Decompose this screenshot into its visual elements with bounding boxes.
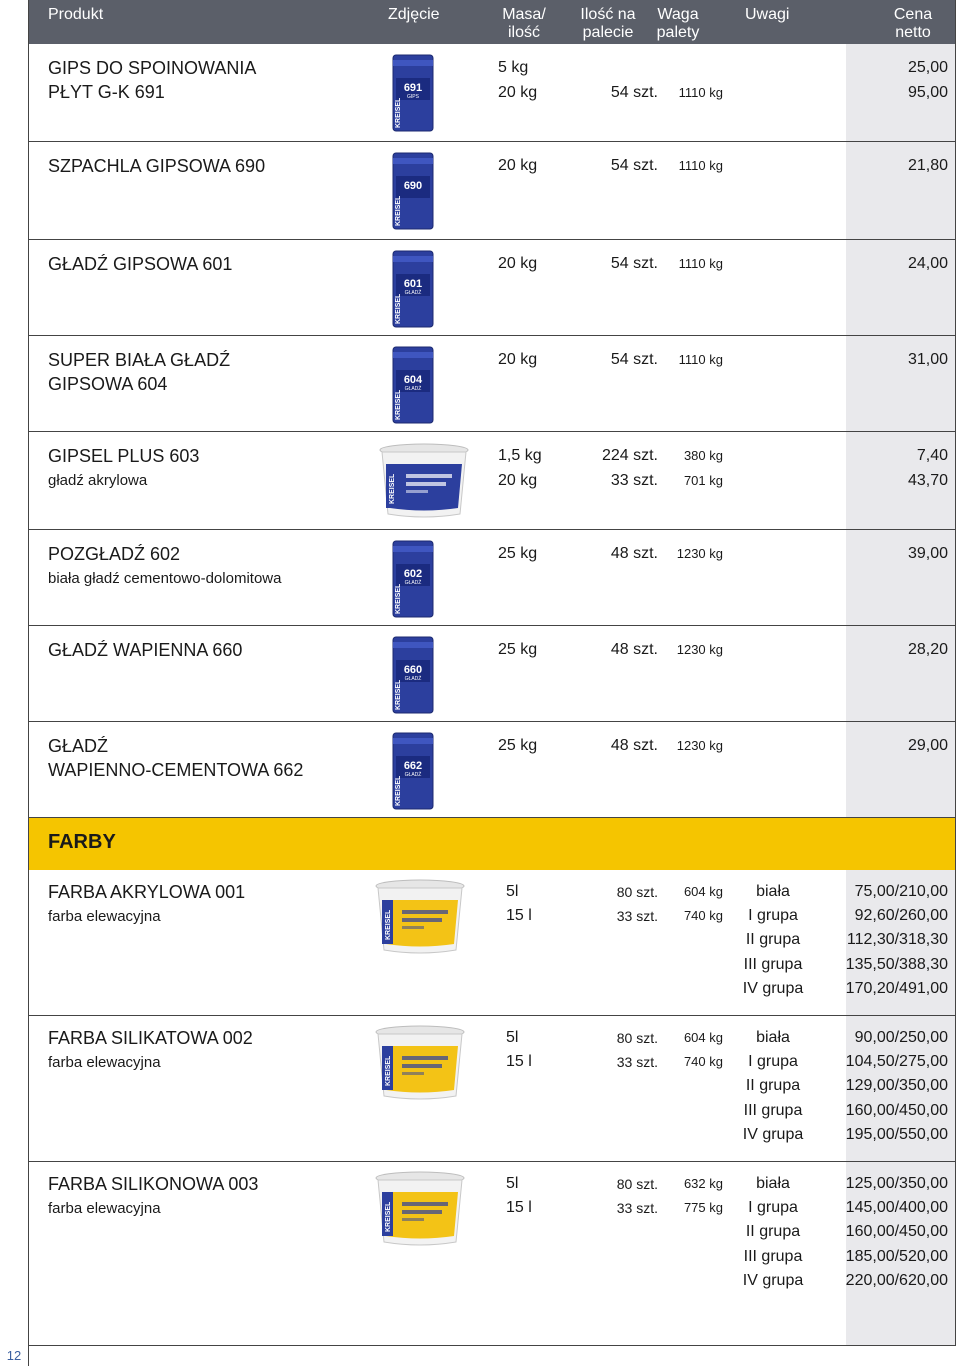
- paint-name: FARBA SILIKATOWA 002: [48, 1028, 253, 1048]
- svg-text:602: 602: [403, 568, 423, 580]
- pallet-qty-value: 33 szt.: [616, 1200, 658, 1217]
- svg-text:GŁADŹ: GŁADŹ: [404, 386, 422, 392]
- svg-text:690: 690: [403, 180, 423, 192]
- header-ilosc-line2: palecie: [582, 24, 634, 41]
- product-name: GŁADŹ: [48, 736, 109, 756]
- price-value: 43,70: [907, 472, 948, 489]
- table-row: [28, 722, 956, 818]
- table-row: [28, 530, 956, 626]
- header-masa: [494, 6, 554, 42]
- paint-name: FARBA SILIKONOWA 003: [48, 1174, 259, 1194]
- masa-value: 25 kg: [498, 545, 538, 562]
- product-bucket-image: [372, 878, 468, 956]
- product-name-line2: GIPSOWA 604: [48, 374, 168, 394]
- price-value: 145,00/400,00: [845, 1199, 948, 1217]
- masa-value: 5l: [506, 1175, 519, 1192]
- header-produkt: Produkt: [48, 6, 104, 23]
- svg-text:KREISEL: KREISEL: [385, 1055, 392, 1086]
- price-value: 31,00: [907, 351, 948, 368]
- product-bucket-image: [376, 442, 472, 520]
- svg-text:604: 604: [403, 374, 423, 386]
- product-name-line2: PŁYT G-K 691: [48, 82, 165, 102]
- pallet-weight-value: 775 kg: [683, 1200, 723, 1216]
- product-subtitle: biała gładź cementowo-dolomitowa: [48, 570, 282, 587]
- price-value: 160,00/450,00: [845, 1101, 948, 1119]
- pallet-weight-value: 1230 kg: [676, 546, 723, 561]
- product-name: POZGŁADŹ 602: [48, 544, 181, 564]
- paint-group-label: I grupa: [748, 1199, 798, 1217]
- pallet-qty-value: 54 szt.: [610, 351, 658, 368]
- pallet-weight-value: 1110 kg: [678, 256, 723, 271]
- paint-subtitle: farba elewacyjna: [48, 1200, 161, 1217]
- masa-value: 25 kg: [498, 737, 538, 754]
- pallet-qty-value: 80 szt.: [616, 884, 658, 900]
- svg-text:KREISEL: KREISEL: [395, 583, 402, 614]
- price-value: 220,00/620,00: [845, 1271, 948, 1289]
- svg-text:GŁADŹ: GŁADŹ: [404, 772, 422, 778]
- pallet-qty-value: 80 szt.: [616, 1030, 658, 1046]
- product-name: GIPS DO SPOINOWANIA: [48, 58, 257, 78]
- pallet-weight-value: 1230 kg: [676, 738, 723, 753]
- table-right-border: [955, 0, 956, 1346]
- svg-text:GŁADŹ: GŁADŹ: [404, 676, 422, 682]
- header-waga-line1: Waga: [657, 6, 699, 23]
- masa-value: 5l: [506, 883, 519, 900]
- pallet-qty-value: 33 szt.: [616, 908, 658, 925]
- paint-row: [28, 870, 956, 1016]
- pallet-qty-value: 80 szt.: [616, 1176, 658, 1192]
- price-value: 75,00/210,00: [854, 883, 948, 900]
- price-value: 104,50/275,00: [845, 1053, 948, 1071]
- svg-text:GŁADŹ: GŁADŹ: [404, 290, 422, 296]
- paint-row: [28, 1162, 956, 1346]
- masa-value: 20 kg: [498, 472, 538, 489]
- product-bag-image: [392, 152, 434, 230]
- paint-subtitle: farba elewacyjna: [48, 1054, 161, 1071]
- header-waga: [653, 6, 703, 42]
- svg-text:KREISEL: KREISEL: [385, 1201, 392, 1232]
- pallet-weight-value: 1230 kg: [676, 642, 723, 657]
- price-value: 24,00: [907, 255, 948, 272]
- paint-group-label: I grupa: [748, 907, 798, 925]
- price-value: 170,20/491,00: [845, 979, 948, 997]
- masa-value: 15 l: [506, 907, 532, 925]
- svg-text:KREISEL: KREISEL: [395, 775, 402, 806]
- pallet-qty-value: 48 szt.: [610, 545, 658, 562]
- price-value: 7,40: [916, 447, 948, 464]
- table-row: [28, 44, 956, 142]
- header-uwagi: Uwagi: [745, 6, 790, 23]
- masa-value: 1,5 kg: [498, 447, 542, 464]
- paint-group-label: III grupa: [743, 1101, 803, 1119]
- paint-group-label: I grupa: [748, 1053, 798, 1071]
- pallet-qty-value: 54 szt.: [610, 157, 658, 174]
- svg-text:KREISEL: KREISEL: [395, 293, 402, 324]
- price-value: 25,00: [907, 59, 948, 76]
- header-cena-line1: Cena: [893, 6, 933, 23]
- paint-group-label: IV grupa: [742, 1271, 804, 1289]
- paint-group-label: II grupa: [745, 1223, 801, 1241]
- product-name-line2: WAPIENNO-CEMENTOWA 662: [48, 760, 304, 780]
- product-name: GŁADŹ GIPSOWA 601: [48, 254, 233, 274]
- paint-group-label: biała: [756, 883, 790, 900]
- header-masa-line1: Masa/: [502, 6, 546, 23]
- paint-group-label: IV grupa: [742, 1125, 804, 1143]
- svg-text:660: 660: [403, 664, 423, 676]
- masa-value: 20 kg: [498, 84, 538, 101]
- svg-text:691: 691: [403, 82, 423, 94]
- paint-group-label: biała: [756, 1175, 790, 1192]
- product-bag-image: [392, 346, 434, 424]
- masa-value: 5l: [506, 1029, 519, 1046]
- pallet-qty-value: 33 szt.: [616, 1054, 658, 1071]
- table-row: [28, 142, 956, 240]
- pallet-weight-value: 604 kg: [683, 884, 723, 899]
- paint-group-label: III grupa: [743, 955, 803, 973]
- product-bag-image: [392, 54, 434, 132]
- price-value: 28,20: [907, 641, 948, 658]
- pallet-weight-value: 380 kg: [683, 448, 723, 463]
- paint-group-label: III grupa: [743, 1247, 803, 1265]
- table-row: [28, 240, 956, 336]
- header-cena: [878, 6, 948, 42]
- pallet-qty-value: 224 szt.: [601, 447, 658, 464]
- pallet-weight-value: 740 kg: [683, 908, 723, 924]
- pallet-weight-value: 632 kg: [683, 1176, 723, 1191]
- header-zdjecie: Zdjęcie: [388, 6, 440, 23]
- svg-text:KREISEL: KREISEL: [385, 909, 392, 940]
- masa-value: 20 kg: [498, 255, 538, 272]
- pallet-weight-value: 1110 kg: [678, 85, 723, 100]
- pallet-qty-value: 54 szt.: [610, 255, 658, 272]
- svg-text:KREISEL: KREISEL: [395, 97, 402, 128]
- price-value: 95,00: [907, 84, 948, 101]
- product-bag-image: [392, 636, 434, 714]
- paint-group-label: IV grupa: [742, 979, 804, 997]
- masa-value: 15 l: [506, 1053, 532, 1071]
- product-name: SUPER BIAŁA GŁADŹ: [48, 350, 231, 370]
- pallet-weight-value: 701 kg: [683, 473, 723, 488]
- pallet-weight-value: 1110 kg: [678, 158, 723, 173]
- header-ilosc-line1: Ilość na: [580, 6, 636, 23]
- price-value: 129,00/350,00: [845, 1077, 948, 1095]
- header-cena-line2: netto: [895, 24, 931, 41]
- product-bag-image: [392, 540, 434, 618]
- table-left-border: [28, 0, 29, 1346]
- masa-value: 15 l: [506, 1199, 532, 1217]
- paint-group-label: II grupa: [745, 1077, 801, 1095]
- paint-subtitle: farba elewacyjna: [48, 908, 161, 925]
- svg-text:KREISEL: KREISEL: [389, 473, 396, 504]
- table-row: [28, 336, 956, 432]
- header-masa-line2: ilość: [507, 24, 540, 41]
- price-value: 112,30/318,30: [846, 931, 948, 949]
- price-value: 160,00/450,00: [845, 1223, 948, 1241]
- price-value: 29,00: [907, 737, 948, 754]
- price-value: 92,60/260,00: [854, 907, 948, 925]
- pallet-qty-value: 48 szt.: [610, 641, 658, 658]
- price-value: 39,00: [907, 545, 948, 562]
- product-name: GŁADŹ WAPIENNA 660: [48, 640, 243, 660]
- product-subtitle: gładź akrylowa: [48, 472, 148, 489]
- farby-section-header: [28, 818, 956, 870]
- price-value: 135,50/388,30: [845, 955, 948, 973]
- pallet-qty-value: 33 szt.: [610, 472, 658, 489]
- paint-name: FARBA AKRYLOWA 001: [48, 882, 246, 902]
- product-bucket-image: [372, 1170, 468, 1248]
- price-value: 21,80: [907, 157, 948, 174]
- table-row: [28, 626, 956, 722]
- product-name: GIPSEL PLUS 603: [48, 446, 200, 466]
- svg-text:GŁADŹ: GŁADŹ: [404, 580, 422, 586]
- svg-text:601: 601: [403, 278, 423, 290]
- price-value: 185,00/520,00: [845, 1247, 948, 1265]
- price-value: 125,00/350,00: [845, 1175, 948, 1192]
- paint-row: [28, 1016, 956, 1162]
- page-number: 12: [6, 1348, 22, 1363]
- farby-title: FARBY: [48, 831, 116, 853]
- pallet-weight-value: 740 kg: [683, 1054, 723, 1070]
- svg-text:662: 662: [403, 760, 423, 772]
- table-header: [28, 0, 956, 44]
- paint-group-label: biała: [756, 1029, 790, 1046]
- table-row: [28, 432, 956, 530]
- row-divider: [28, 1345, 956, 1346]
- product-bag-image: [392, 732, 434, 810]
- product-bucket-image: [372, 1024, 468, 1102]
- pallet-qty-value: 48 szt.: [610, 737, 658, 754]
- svg-text:KREISEL: KREISEL: [395, 195, 402, 226]
- paint-group-label: II grupa: [745, 931, 801, 949]
- price-value: 195,00/550,00: [845, 1125, 948, 1143]
- svg-text:GIPS: GIPS: [407, 94, 419, 100]
- masa-value: 5 kg: [498, 59, 529, 76]
- product-bag-image: [392, 250, 434, 328]
- footer-divider: [28, 1346, 29, 1366]
- svg-text:KREISEL: KREISEL: [395, 389, 402, 420]
- price-value: 90,00/250,00: [854, 1029, 948, 1046]
- pallet-weight-value: 604 kg: [683, 1030, 723, 1045]
- pallet-qty-value: 54 szt.: [610, 84, 658, 101]
- product-name: SZPACHLA GIPSOWA 690: [48, 156, 266, 176]
- header-waga-line2: palety: [656, 24, 700, 41]
- pallet-weight-value: 1110 kg: [678, 352, 723, 367]
- masa-value: 20 kg: [498, 351, 538, 368]
- header-ilosc: [573, 6, 643, 42]
- masa-value: 25 kg: [498, 641, 538, 658]
- masa-value: 20 kg: [498, 157, 538, 174]
- svg-text:KREISEL: KREISEL: [395, 679, 402, 710]
